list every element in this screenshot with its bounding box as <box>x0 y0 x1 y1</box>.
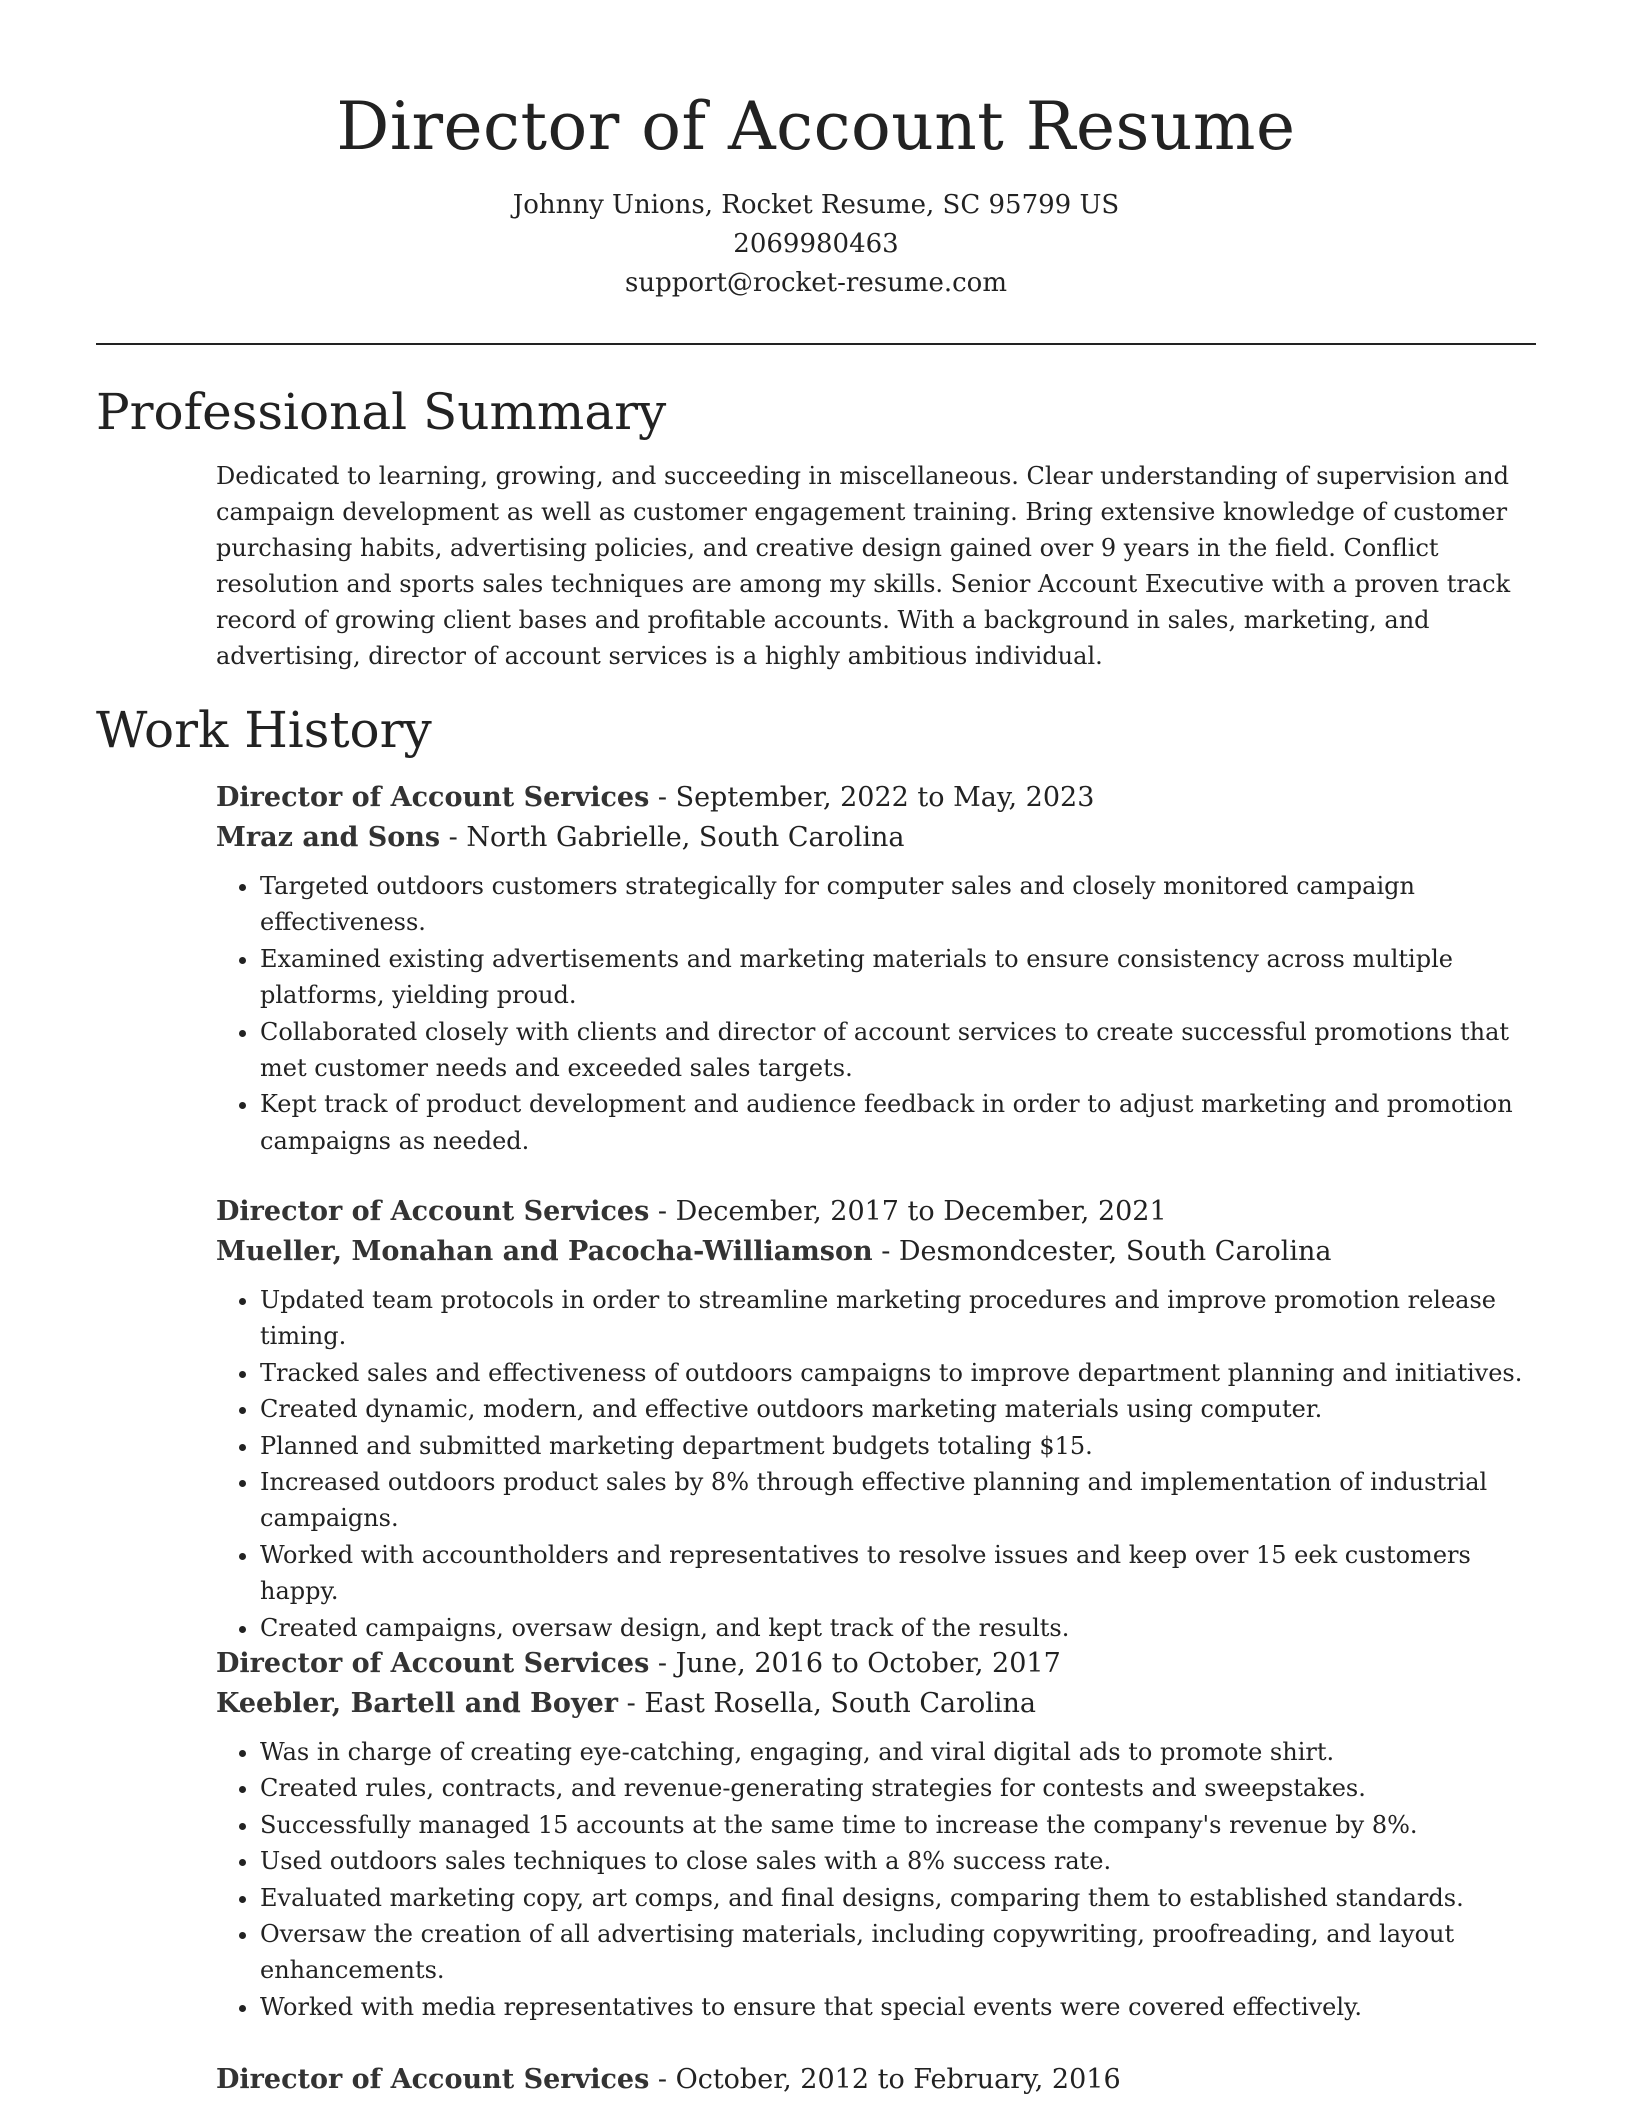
job-title: Director of Account Services <box>216 2064 650 2095</box>
job-dates: - December, 2017 to December, 2021 <box>649 1196 1167 1227</box>
job-bullet: • Updated team protocols in order to streamline marketing procedures and improve promotion release timing. <box>260 1282 1536 1355</box>
job-title-line <box>216 1192 1536 1232</box>
summary-text: Dedicated to learning, growing, and succeeding in miscellaneous. Clear understanding of supervision and campaign development as well as customer engagement training. Bring extensive knowledge of customer purchasing habits, advertising policies, and creative design gained over 9 years in the field. Conflict resolution and sports sales techniques are among my skills. Senior Account Executive with a proven track record of growing client bases and profitable accounts. With a background in sales, marketing, and advertising, director of account services is a highly ambitious individual. <box>216 462 1511 670</box>
header-divider <box>96 343 1536 345</box>
contact-block <box>0 186 1632 303</box>
resume-header <box>0 0 1632 303</box>
job-entry <box>216 2060 1536 2100</box>
job-dates: - September, 2022 to May, 2023 <box>649 782 1095 813</box>
job-title-line <box>216 778 1536 818</box>
job-bullet: • Used outdoors sales techniques to close sales with a 8% success rate. <box>260 1843 1536 1879</box>
contact-email: support@rocket-resume.com <box>624 268 1007 298</box>
work-history-heading: Work History <box>96 701 432 759</box>
resume-title: Director of Account Resume <box>336 88 1296 165</box>
job-title-line <box>216 1644 1536 1684</box>
job-entry <box>216 1644 1536 2025</box>
job-company: Mueller, Monahan and Pacocha-Williamson <box>216 1236 873 1267</box>
job-company: Mraz and Sons <box>216 822 441 853</box>
job-bullet: • Kept track of product development and audience feedback in order to adjust marketing and promotion campaigns as needed. <box>260 1086 1536 1159</box>
job-company-line <box>216 1684 1536 1724</box>
job-bullet: • Increased outdoors product sales by 8% through effective planning and implementation of industrial campaigns. <box>260 1464 1536 1537</box>
job-bullets <box>216 1734 1536 2025</box>
job-bullet: • Created campaigns, oversaw design, and kept track of the results. <box>260 1610 1536 1646</box>
job-bullet: • Evaluated marketing copy, art comps, and final designs, comparing them to established standards. <box>260 1880 1536 1916</box>
job-bullets <box>216 1282 1536 1646</box>
job-bullet: • Oversaw the creation of all advertising materials, including copywriting, proofreading, and layout enhancements. <box>260 1916 1536 1989</box>
job-location: - Desmondcester, South Carolina <box>872 1236 1332 1267</box>
job-title: Director of Account Services <box>216 782 650 813</box>
job-bullet: • Successfully managed 15 accounts at the same time to increase the company's revenue by 8%. <box>260 1807 1536 1843</box>
job-entry <box>216 1192 1536 1646</box>
job-dates: - June, 2016 to October, 2017 <box>649 1648 1061 1679</box>
job-bullet: • Tracked sales and effectiveness of outdoors campaigns to improve department planning and initiatives. <box>260 1355 1536 1391</box>
job-entry <box>216 778 1536 1159</box>
job-title: Director of Account Services <box>216 1196 650 1227</box>
job-bullet: • Worked with media representatives to ensure that special events were covered effectively. <box>260 1989 1536 2025</box>
job-title-line <box>216 2060 1536 2100</box>
job-bullet: • Worked with accountholders and representatives to resolve issues and keep over 15 eek customers happy. <box>260 1537 1536 1610</box>
job-bullet: • Planned and submitted marketing department budgets totaling $15. <box>260 1428 1536 1464</box>
job-bullet: • Created rules, contracts, and revenue-generating strategies for contests and sweepstakes. <box>260 1770 1536 1806</box>
job-bullet: • Targeted outdoors customers strategically for computer sales and closely monitored campaign effectiveness. <box>260 868 1536 941</box>
contact-address: Johnny Unions, Rocket Resume, SC 95799 US <box>512 190 1120 220</box>
job-company: Keebler, Bartell and Boyer <box>216 1688 619 1719</box>
job-bullets <box>216 868 1536 1159</box>
job-bullet: • Was in charge of creating eye-catching, engaging, and viral digital ads to promote shirt. <box>260 1734 1536 1770</box>
job-bullet: • Created dynamic, modern, and effective outdoors marketing materials using computer. <box>260 1391 1536 1427</box>
job-company-line <box>216 1232 1536 1272</box>
job-bullet: • Collaborated closely with clients and director of account services to create successful promotions that met customer needs and exceeded sales targets. <box>260 1014 1536 1087</box>
job-dates: - October, 2012 to February, 2016 <box>649 2064 1121 2095</box>
job-location: - East Rosella, South Carolina <box>618 1688 1037 1719</box>
job-bullet: • Examined existing advertisements and marketing materials to ensure consistency across multiple platforms, yielding proud. <box>260 941 1536 1014</box>
job-title: Director of Account Services <box>216 1648 650 1679</box>
job-company-line <box>216 818 1536 858</box>
summary-heading: Professional Summary <box>96 383 667 441</box>
job-location: - North Gabrielle, South Carolina <box>440 822 905 853</box>
contact-phone: 2069980463 <box>733 229 899 259</box>
